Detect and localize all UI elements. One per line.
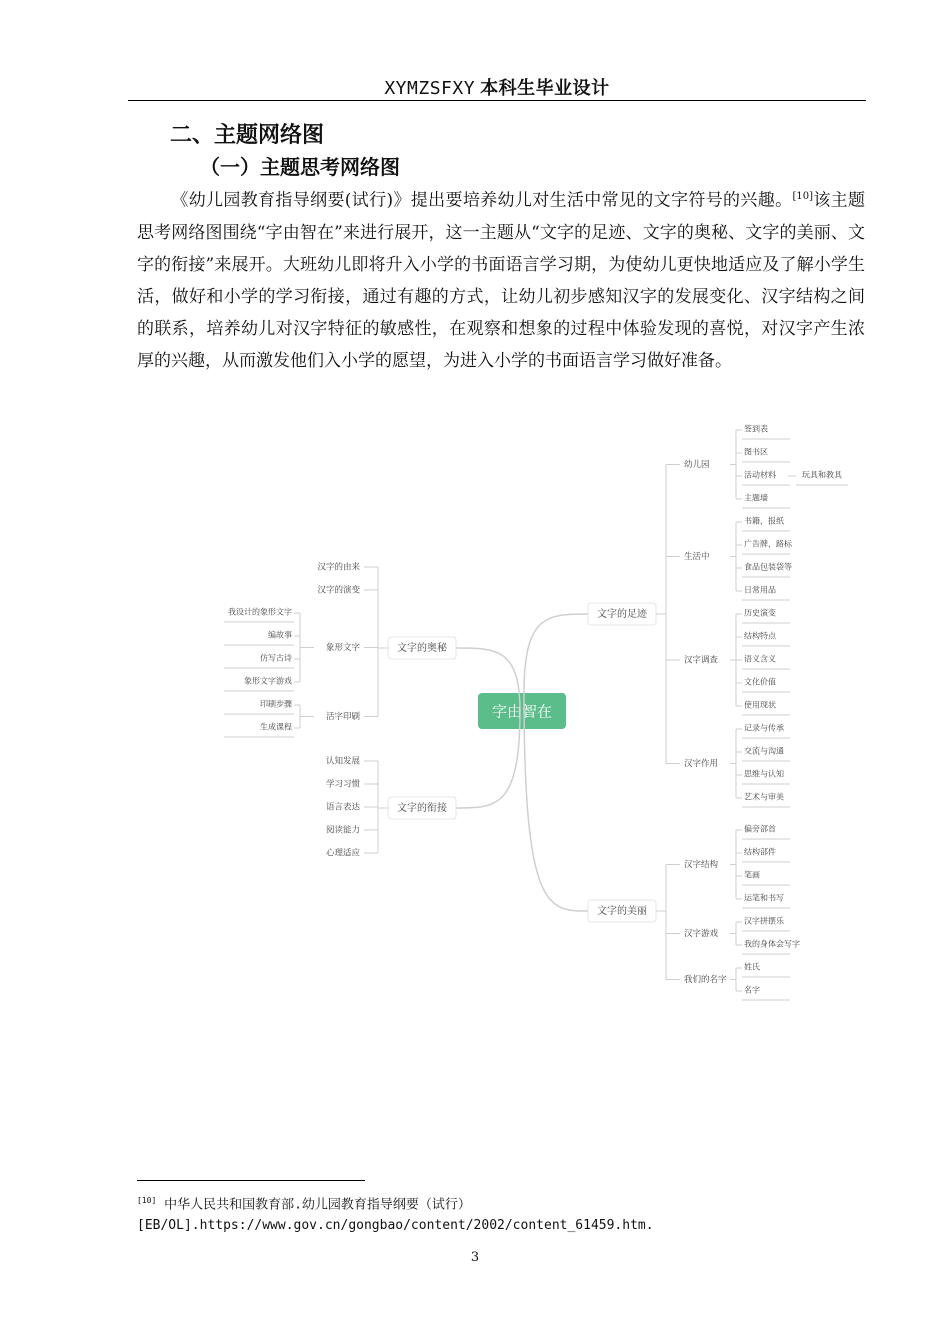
leaf-node-label: 语义含义 [744, 654, 776, 664]
extra-node-label: 玩具和教具 [802, 470, 842, 480]
paragraph-lead: 《幼儿园教育指导纲要(试行)》提出要培养幼儿对生活中常见的文字符号的兴趣。 [171, 190, 793, 211]
footnote-text: 中华人民共和国教育部.幼儿园教育指导纲要（试行）[EB/OL].https://www.gov.cn/gongbao/content/2002/content_61459.htm. [137, 1197, 654, 1234]
body-paragraph [137, 181, 865, 377]
branch-node-label: 文字的奥秘 [397, 643, 447, 654]
citation-marker[interactable]: [10] [792, 191, 813, 202]
leaf-node-label: 编故事 [268, 630, 292, 640]
leaf-node-label: 文化价值 [744, 677, 776, 687]
leaf-node-label: 图书区 [744, 447, 768, 457]
branch-curve [524, 614, 588, 693]
leaf-node-label: 偏旁部首 [744, 824, 776, 834]
group-node-label: 汉字调查 [684, 655, 719, 666]
leaf-node-label: 广告牌，路标 [744, 539, 792, 549]
paragraph-body: 该主题思考网络图围绕“字由智在”来进行展开，这一主题从“文字的足迹、文字的奥秘、文字的美丽、文字的衔接”来展开。大班幼儿即将升入小学的书面语言学习期，为使幼儿更快地适应及了解小学生活，做好和小学的学习衔接，通过有趣的方式，让幼儿初步感知汉字的发展变化、汉字结构之间的联系，培养幼儿对汉字特征的敏感性，在观察和想象的过程中体验发现的喜悦，对汉字产生浓厚的兴趣，从而激发他们入小学的愿望，为进入小学的书面语言学习做好准备。 [137, 190, 866, 371]
leaf-node-label: 交流与沟通 [744, 746, 784, 756]
footnote-marker: [10] [137, 1196, 157, 1205]
group-node-label: 汉字游戏 [684, 929, 719, 939]
footnote [137, 1190, 865, 1236]
group-node-label: 语言表达 [325, 802, 360, 813]
center-node-label: 字由智在 [491, 702, 553, 721]
leaf-node-label: 签到表 [744, 424, 768, 434]
footnote-divider [137, 1180, 365, 1181]
branch-node-label: 文字的足迹 [597, 609, 647, 620]
leaf-node-label: 我设计的象形文字 [228, 607, 292, 617]
group-node-label: 汉字结构 [684, 860, 719, 870]
page-number: 3 [470, 1250, 480, 1265]
leaf-node-label: 历史演变 [744, 608, 776, 618]
page-header [128, 74, 866, 101]
group-node-label: 幼儿园 [684, 460, 710, 470]
group-node-label: 象形文字 [325, 643, 360, 653]
leaf-node-label: 艺术与审美 [744, 792, 784, 802]
leaf-node-label: 汉字拼摆乐 [744, 916, 784, 926]
header-right-text: 本科生毕业设计 [480, 78, 610, 99]
leaf-node-label: 结构部件 [744, 847, 776, 857]
leaf-node-label: 笔画 [744, 870, 760, 880]
leaf-node-label: 我的身体会写字 [744, 939, 800, 949]
leaf-node-label: 运笔和书写 [744, 893, 784, 903]
leaf-node-label: 记录与传承 [744, 723, 784, 733]
section-heading: 二、主题网络图 [170, 123, 325, 148]
leaf-node-label: 象形文字游戏 [244, 676, 292, 686]
leaf-node-label: 活动材料 [744, 470, 776, 480]
group-node-label: 学习习惯 [325, 779, 360, 790]
group-node-label: 认知发展 [325, 756, 360, 767]
branch-node-label: 文字的美丽 [597, 906, 647, 917]
group-node-label: 汉字的演变 [317, 585, 360, 596]
leaf-node-label: 仿写古诗 [260, 653, 292, 663]
leaf-node-label: 名字 [744, 985, 760, 995]
group-node-label: 生活中 [684, 552, 710, 562]
mind-map-diagram [190, 420, 890, 1005]
header-left-text: XYMZSFXY [384, 78, 476, 99]
group-node-label: 汉字的由来 [317, 562, 360, 573]
leaf-node-label: 书籍，报纸 [744, 516, 784, 526]
group-node-label: 心理适应 [325, 848, 360, 859]
leaf-node-label: 使用现状 [744, 700, 776, 710]
leaf-node-label: 思维与认知 [744, 769, 784, 779]
group-node-label: 阅读能力 [325, 825, 360, 836]
leaf-node-label: 印刷步骤 [260, 699, 292, 709]
subsection-heading: （一）主题思考网络图 [200, 155, 400, 179]
group-node-label: 汉字作用 [684, 759, 719, 769]
leaf-node-label: 食品包装袋等 [744, 562, 792, 572]
leaf-node-label: 日常用品 [744, 585, 776, 595]
branch-node-label: 文字的衔接 [397, 803, 447, 814]
group-node-label: 我们的名字 [684, 975, 727, 985]
leaf-node-label: 结构特点 [744, 631, 776, 641]
leaf-node-label: 生成课程 [260, 722, 292, 732]
group-node-label: 活字印刷 [325, 712, 360, 722]
leaf-node-label: 主题墙 [744, 493, 768, 503]
leaf-node-label: 姓氏 [744, 962, 760, 972]
